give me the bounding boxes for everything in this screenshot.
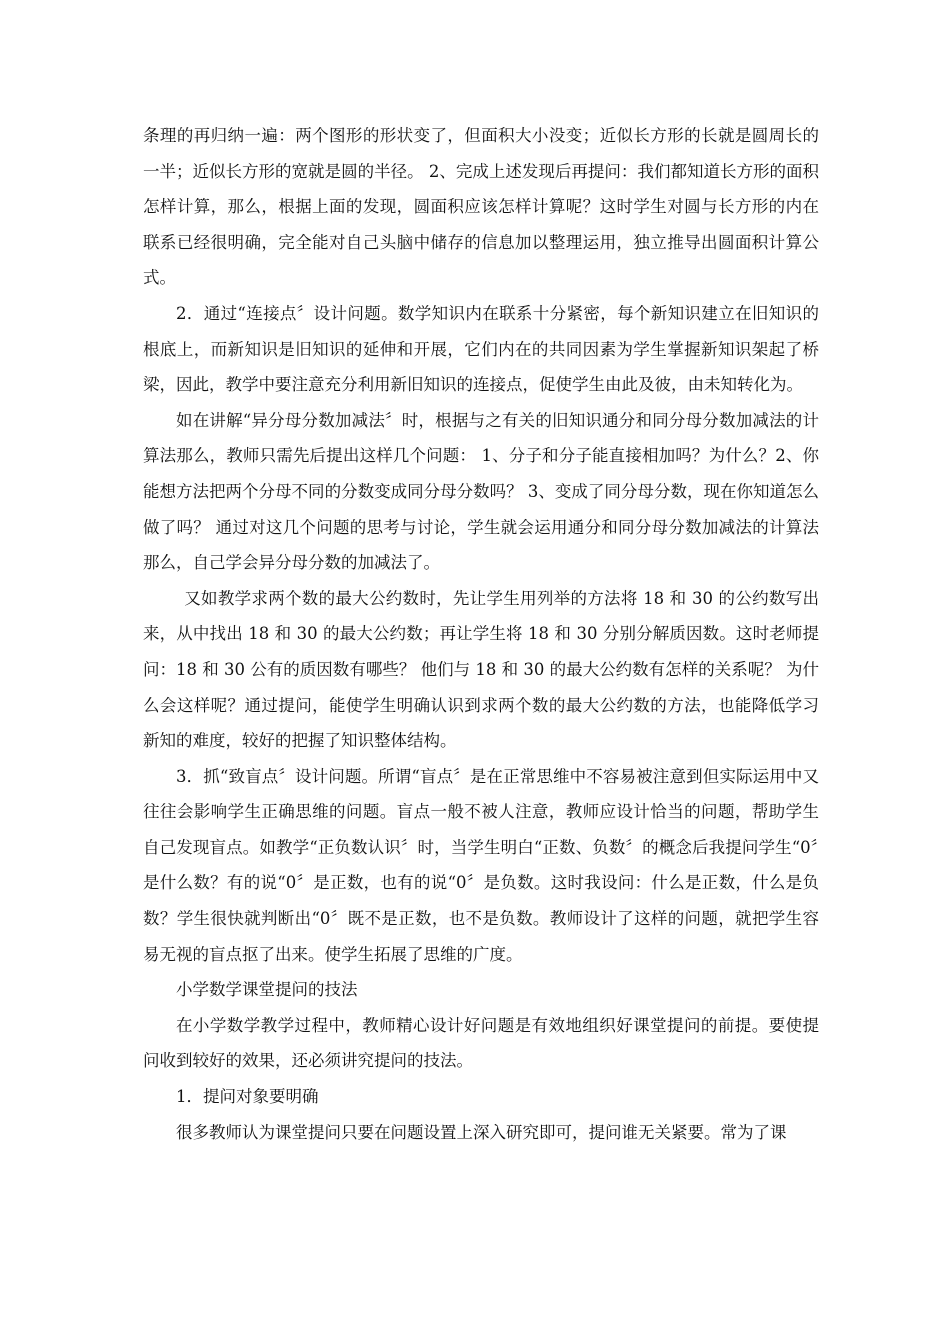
- paragraph-fraction-example: 如在讲解“异分母分数加减法〞时，根据与之有关的旧知识通分和同分母分数加减法的计算法那么，教师只需先后提出这样几个问题： 1、分子和分子能直接相加吗？为什么？2、你能想方法把两个分母不同的分数变成同分母分数吗？ 3、变成了同分母分数，现在你知道怎么做了吗？ 通过对这几个问题的思考与讨论，学生就会运用通分和同分母分数加减法的计算法那么，自己学会异分母分数的加减法了。: [143, 410, 819, 573]
- paragraph-techniques-intro: 在小学数学教学过程中，教师精心设计好问题是有效地组织好课堂提问的前提。要使提问收到较好的效果，还必须讲究提问的技法。: [143, 1015, 819, 1071]
- section-heading-questioning-techniques: 小学数学课堂提问的技法: [176, 980, 358, 1000]
- paragraph-clear-target: 很多教师认为课堂提问只要在问题设置上深入研究即可，提问谁无关紧要。常为了课: [176, 1122, 787, 1142]
- paragraph-connection-point: 2．通过“连接点〞设计问题。数学知识内在联系十分紧密，每个新知识建立在旧知识的根底上，而新知识是旧知识的延伸和开展，它们内在的共同因素为学生掌握新知识架起了桥梁，因此，教学中要注意充分利用新旧知识的连接点，促使学生由此及彼，由未知转化为。: [143, 303, 819, 395]
- subheading-clear-target: 1．提问对象要明确: [176, 1087, 319, 1107]
- paragraph-circle-area-summary: 条理的再归纳一遍：两个图形的形状变了，但面积大小没变；近似长方形的长就是圆周长的一半；近似长方形的宽就是圆的半径。 2、完成上述发现后再提问：我们都知道长方形的面积怎样计算，那么，根据上面的发现，圆面积应该怎样计算呢？这时学生对圆与长方形的内在联系已经很明确，完全能对自己头脑中储存的信息加以整理运用，独立推导出圆面积计算公式。: [143, 126, 819, 288]
- document-body: [143, 118, 819, 1150]
- paragraph-gcd-example: 又如教学求两个数的最大公约数时，先让学生用列举的方法将 18 和 30 的公约数写出来，从中找出 18 和 30 的最大公约数；再让学生将 18 和 30 分别分解质因数。这时老师提问：18 和 30 公有的质因数有哪些？ 他们与 18 和 30 的最大公约数有怎样的关系呢？ 为什么会这样呢？通过提问，能使学生明确认识到求两个数的最大公约数的方法，也能降低学习新知的难度，较好的把握了知识整体结构。: [143, 588, 819, 751]
- paragraph-blind-spot: 3．抓“致盲点〞设计问题。所谓“盲点〞是在正常思维中不容易被注意到但实际运用中又往往会影响学生正确思维的问题。盲点一般不被人注意，教师应设计恰当的问题，帮助学生自己发现盲点。如教学“正负数认识〞时，当学生明白“正数、负数〞的概念后我提问学生“0〞是什么数？有的说“0〞是正数，也有的说“0〞是负数。这时我设问：什么是正数，什么是负数？学生很快就判断出“0〞既不是正数，也不是负数。教师设计了这样的问题，就把学生容易无视的盲点抠了出来。使学生拓展了思维的广度。: [143, 766, 819, 964]
